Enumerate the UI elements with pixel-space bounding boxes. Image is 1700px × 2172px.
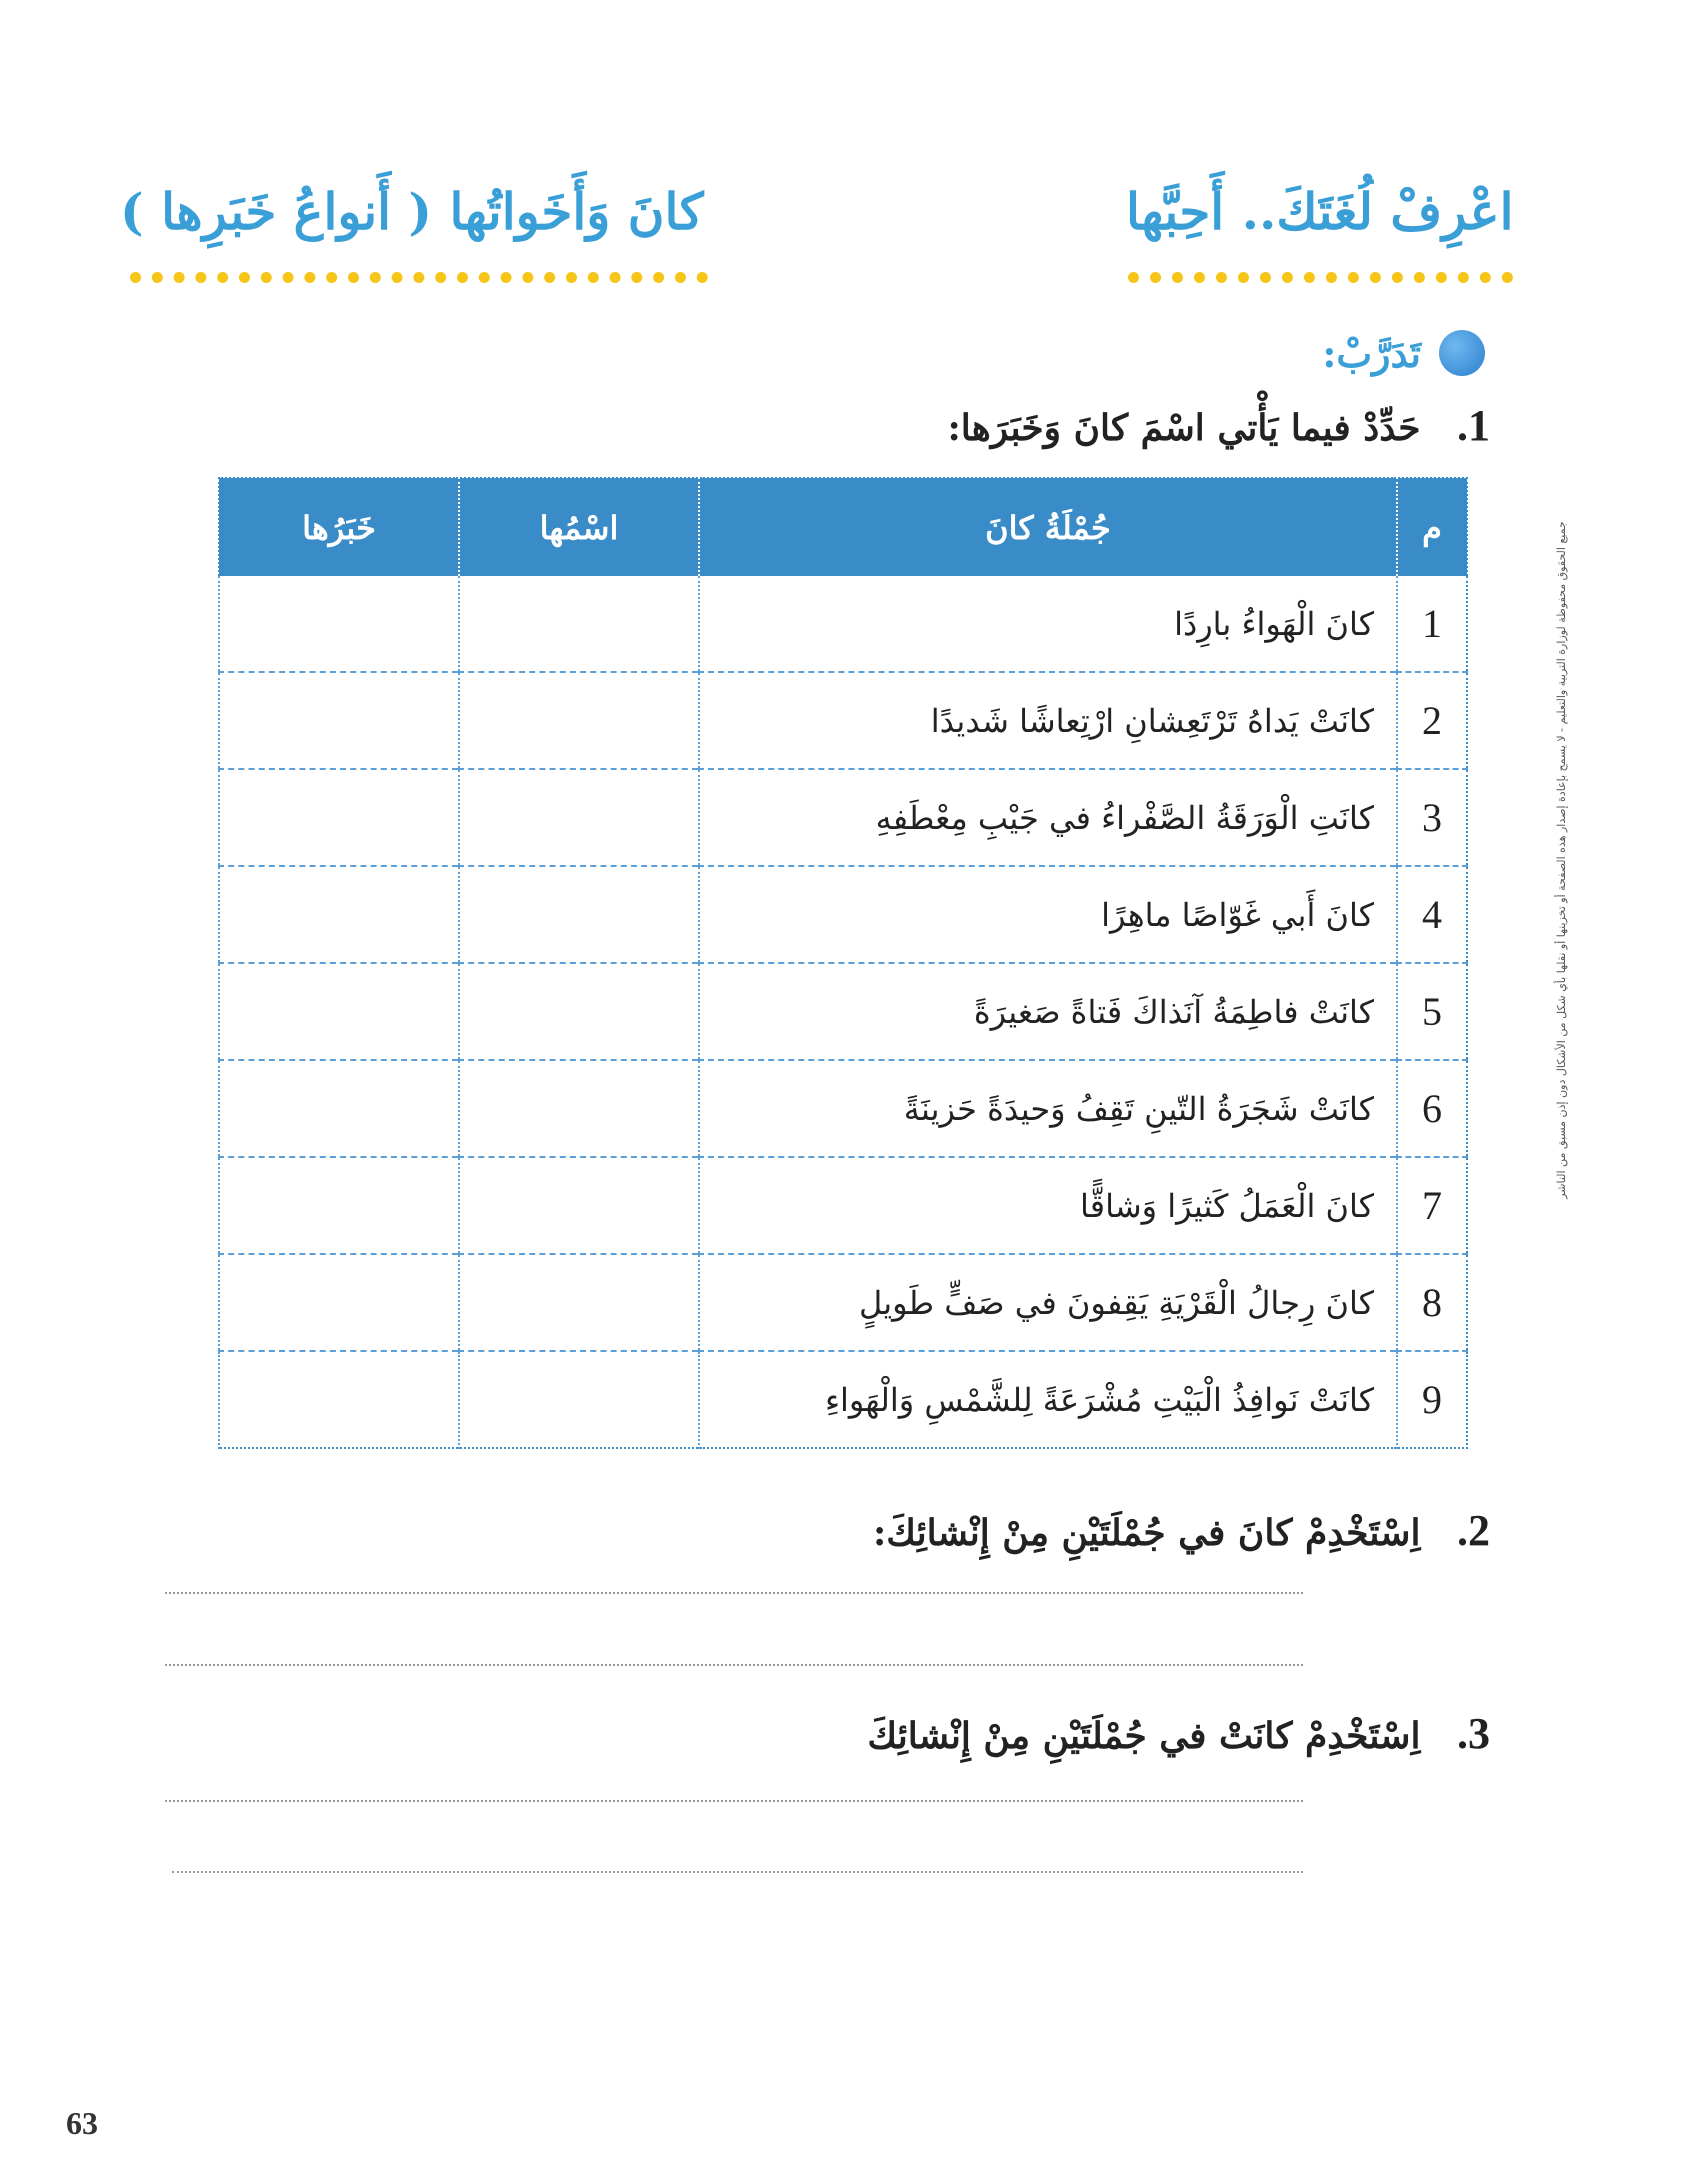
header-khabar: خَبَرُها [219, 478, 459, 576]
question-1-number: 1. [1457, 401, 1490, 450]
row-ism-answer-cell[interactable] [459, 672, 699, 769]
row-sentence: كانَ أَبي غَوّاصًا ماهِرًا [699, 866, 1397, 963]
row-sentence: كانَ الْهَواءُ بارِدًا [699, 576, 1397, 672]
row-number: 1 [1397, 576, 1467, 672]
row-sentence: كانَتْ يَداهُ تَرْتَعِشانِ ارْتِعاشًا شَديدًا [699, 672, 1397, 769]
practice-bullet-icon [1439, 330, 1485, 376]
row-ism-answer-cell[interactable] [459, 576, 699, 672]
copyright-side-note: جميع الحقوق محفوظة لوزارة التربية والتعليم - لا يسمح بإعادة إصدار هذه الصفحة أو تخزينها أو نقلها بأي شكل من الأشكال دون إذن مسبق من الناشر [1555, 521, 1568, 1199]
row-khabar-answer-cell[interactable] [219, 769, 459, 866]
lesson-title: كانَ وَأَخَواتُها ( أَنواعُ خَبَرِها ) [120, 182, 704, 241]
row-ism-answer-cell[interactable] [459, 1351, 699, 1448]
row-sentence: كانَتْ فاطِمَةُ آنَذاكَ فَتاةً صَغيرَةً [699, 963, 1397, 1060]
row-ism-answer-cell[interactable] [459, 963, 699, 1060]
row-khabar-answer-cell[interactable] [219, 1157, 459, 1254]
table-row [219, 1157, 1467, 1254]
table-row [219, 1060, 1467, 1157]
row-sentence: كانَ رِجالُ الْقَرْيَةِ يَقِفونَ في صَفٍّ طَويلٍ [699, 1254, 1397, 1351]
lesson-title-dotted-underline [130, 272, 708, 283]
table-row [219, 1254, 1467, 1351]
row-number: 3 [1397, 769, 1467, 866]
row-number: 6 [1397, 1060, 1467, 1157]
table-row [219, 963, 1467, 1060]
row-sentence: كانَتِ الْوَرَقَةُ الصَّفْراءُ في جَيْبِ مِعْطَفِهِ [699, 769, 1397, 866]
row-sentence: كانَتْ نَوافِذُ الْبَيْتِ مُشْرَعَةً لِلشَّمْسِ وَالْهَواءِ [699, 1351, 1397, 1448]
question-3-number: 3. [1457, 1709, 1490, 1758]
question-3-text: اِسْتَخْدِمْ كانَتْ في جُمْلَتَيْنِ مِنْ إِنْشائِكَ [867, 1715, 1421, 1757]
section-title: اعْرِفْ لُغَتَكَ.. أَحِبَّها [1126, 182, 1514, 241]
row-ism-answer-cell[interactable] [459, 1060, 699, 1157]
table-row [219, 576, 1467, 672]
row-khabar-answer-cell[interactable] [219, 963, 459, 1060]
row-khabar-answer-cell[interactable] [219, 1351, 459, 1448]
table-header-row [219, 478, 1467, 576]
answer-line-3b[interactable] [172, 1871, 1303, 1873]
row-number: 5 [1397, 963, 1467, 1060]
question-1-text: حَدِّدْ فيما يَأْتي اسْمَ كانَ وَخَبَرَها: [947, 407, 1421, 449]
row-number: 2 [1397, 672, 1467, 769]
practice-label: تَدَرَّبْ: [1322, 330, 1421, 376]
row-sentence: كانَتْ شَجَرَةُ التّينِ تَقِفُ وَحيدَةً حَزينَةً [699, 1060, 1397, 1157]
row-number: 8 [1397, 1254, 1467, 1351]
row-khabar-answer-cell[interactable] [219, 866, 459, 963]
question-2 [873, 1505, 1490, 1556]
question-1 [947, 400, 1490, 451]
page-number: 63 [66, 2105, 98, 2141]
answer-line-2b[interactable] [165, 1664, 1303, 1666]
practice-heading [1322, 330, 1485, 376]
row-ism-answer-cell[interactable] [459, 866, 699, 963]
question-3 [867, 1708, 1490, 1759]
answer-line-2a[interactable] [165, 1592, 1303, 1594]
row-ism-answer-cell[interactable] [459, 769, 699, 866]
row-khabar-answer-cell[interactable] [219, 672, 459, 769]
section-title-dotted-underline [1128, 272, 1513, 283]
row-number: 4 [1397, 866, 1467, 963]
row-khabar-answer-cell[interactable] [219, 1254, 459, 1351]
table-row [219, 1351, 1467, 1448]
header-sentence: جُمْلَةُ كانَ [699, 478, 1397, 576]
row-sentence: كانَ الْعَمَلُ كَثيرًا وَشاقًّا [699, 1157, 1397, 1254]
question-2-number: 2. [1457, 1506, 1490, 1555]
answer-line-3a[interactable] [165, 1800, 1303, 1802]
question-2-text: اِسْتَخْدِمْ كانَ في جُمْلَتَيْنِ مِنْ إِنْشائِكَ: [873, 1512, 1421, 1554]
row-khabar-answer-cell[interactable] [219, 576, 459, 672]
row-number: 9 [1397, 1351, 1467, 1448]
header-ism: اسْمُها [459, 478, 699, 576]
header-num: م [1397, 478, 1467, 576]
row-number: 7 [1397, 1157, 1467, 1254]
table-row [219, 866, 1467, 963]
row-khabar-answer-cell[interactable] [219, 1060, 459, 1157]
table-row [219, 769, 1467, 866]
row-ism-answer-cell[interactable] [459, 1254, 699, 1351]
kana-analysis-table [218, 477, 1468, 1449]
table-row [219, 672, 1467, 769]
row-ism-answer-cell[interactable] [459, 1157, 699, 1254]
